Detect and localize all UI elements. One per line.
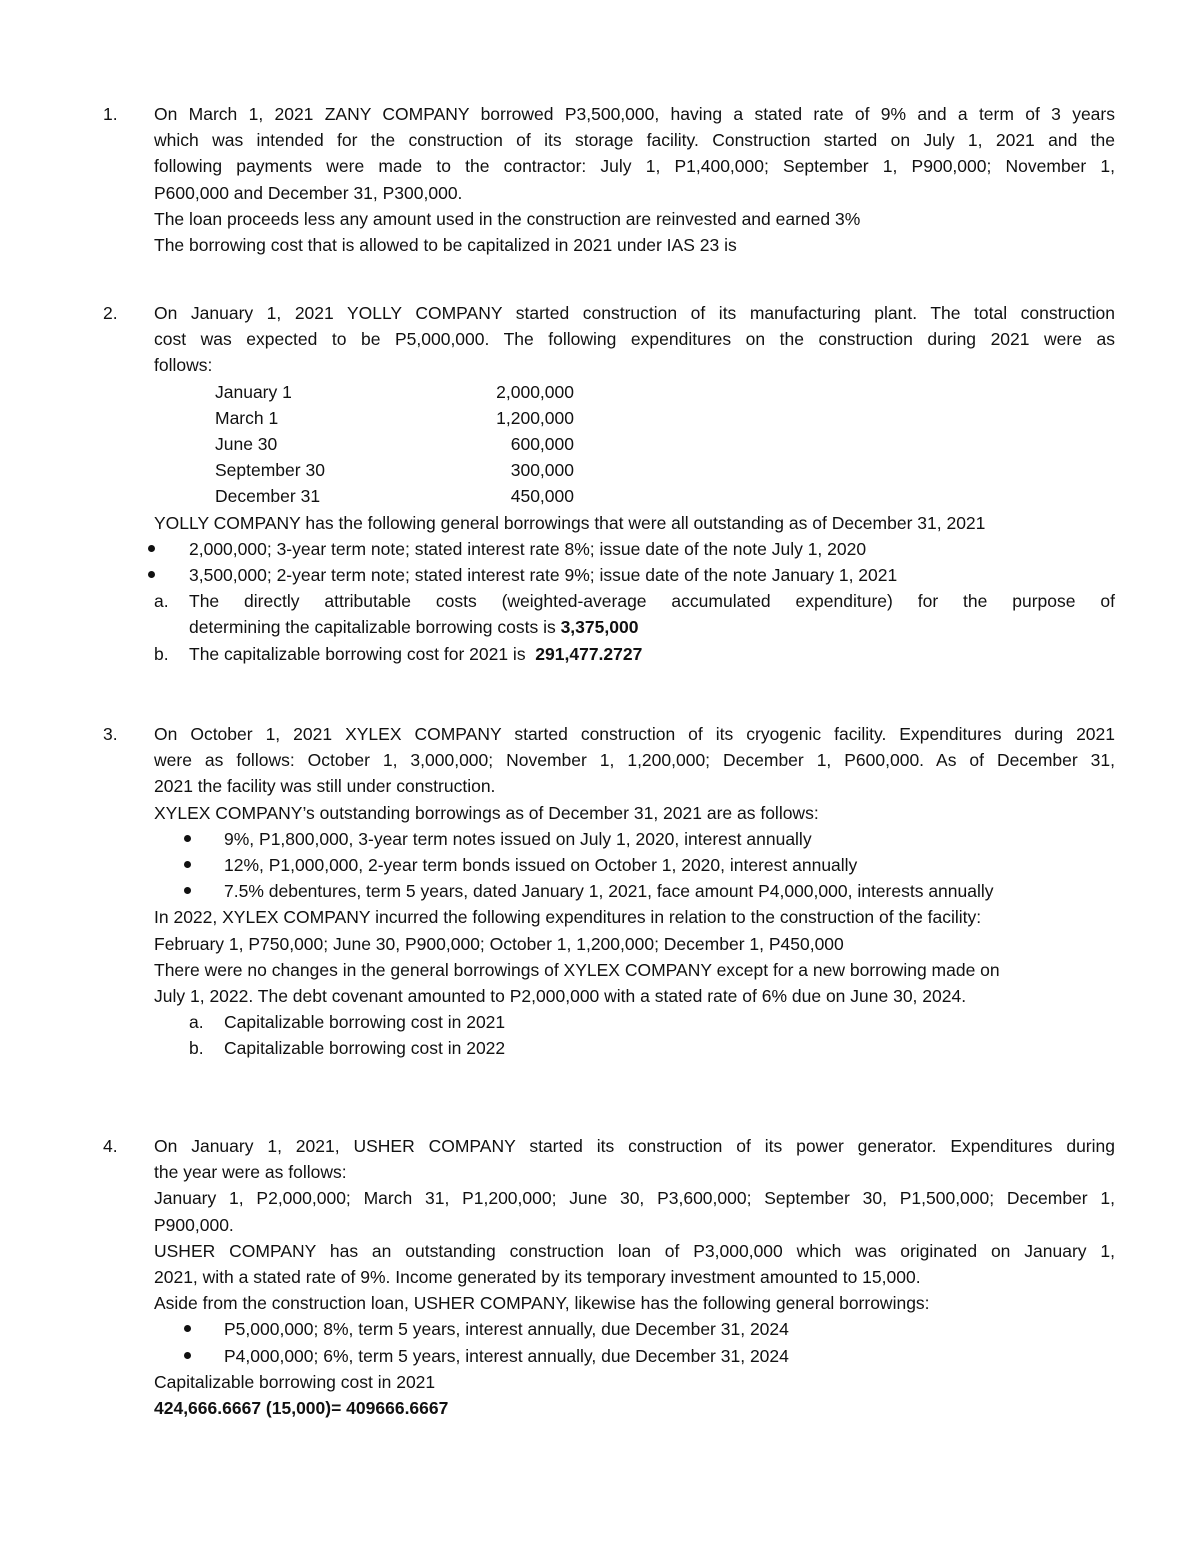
bullet-text: P4,000,000; 6%, term 5 years, interest annually, due December 31, 2024 [224,1345,789,1366]
part-text: The capitalizable borrowing cost for 2021 is [189,643,536,664]
expenditure-row [154,457,1115,483]
bullet-icon [148,545,155,552]
question-answer: 424,666.6667 (15,000)= 409666.6667 [154,1398,449,1418]
question-text-line: Aside from the construction loan, USHER COMPANY, likewise has the following general borrowings: [154,1293,930,1314]
question-text-line: On October 1, 2021 XYLEX COMPANY started construction of its cryogenic facility. Expenditures during 2021 [154,724,1115,744]
part-answer: 291,477.2727 [535,643,643,664]
part-text-line [189,614,1115,640]
expenditure-amount: 2,000,000 [496,381,574,402]
expenditure-table [154,379,1115,510]
bullet-text: 3,500,000; 2-year term note; stated interest rate 9%; issue date of the note January 1, 2021 [189,564,898,585]
bullet-item [154,536,1115,562]
expenditure-amount: 300,000 [510,460,574,481]
part-letter: b. [189,1038,204,1059]
bullet-text: P5,000,000; 8%, term 5 years, interest annually, due December 31, 2024 [224,1319,789,1340]
bullet-item [154,826,1115,852]
bullet-item [154,562,1115,588]
bullet-icon [184,1352,191,1359]
question-body [154,101,1115,258]
bullet-text: 9%, P1,800,000, 3-year term notes issued on July 1, 2020, interest annually [224,828,812,849]
bullet-icon [184,887,191,894]
question-body [154,721,1115,1062]
question-text-line: January 1, P2,000,000; March 31, P1,200,000; June 30, P3,600,000; September 30, P1,500,000; December 1, [154,1188,1115,1209]
question-text-line: P900,000. [154,1214,234,1235]
part-text-line: The directly attributable costs (weighted-average accumulated expenditure) for the purpose of [189,591,1115,612]
bullet-icon [184,835,191,842]
question-text-line: which was intended for the construction of its storage facility. Construction started on July 1, 2021 and the [154,130,1115,151]
bullet-icon [184,1325,191,1332]
bullet-item [154,852,1115,878]
question-text-line: The borrowing cost that is allowed to be capitalized in 2021 under IAS 23 is [154,235,737,256]
question-text-line: In 2022, XYLEX COMPANY incurred the following expenditures in relation to the construction of the facility: [154,907,982,928]
question-text-line: P600,000 and December 31, P300,000. [154,182,463,203]
borrowings-intro: XYLEX COMPANY’s outstanding borrowings as of December 31, 2021 are as follows: [154,802,819,823]
question-number: 4. [103,1136,118,1156]
question-text-line: The loan proceeds less any amount used in the construction are reinvested and earned 3% [154,208,861,229]
expenditure-date: June 30 [215,433,278,454]
bullet-text: 7.5% debentures, term 5 years, dated January 1, 2021, face amount P4,000,000, interests annually [224,881,994,902]
bullet-icon [148,571,155,578]
expenditure-amount: 450,000 [510,486,574,507]
question-text-line: February 1, P750,000; June 30, P900,000; October 1, 1,200,000; December 1, P450,000 [154,933,844,954]
question-number: 2. [103,303,118,323]
question-body [154,300,1115,667]
question-text-line: the year were as follows: [154,1162,347,1183]
question-body [154,1133,1115,1421]
part-a [154,588,1115,640]
expenditure-row [154,483,1115,509]
part-b [154,641,1115,667]
question-text-line: were as follows: October 1, 3,000,000; November 1, 1,200,000; December 1, P600,000. As of December 31, [154,750,1115,771]
part-text: Capitalizable borrowing cost in 2021 [224,1012,506,1033]
bullet-icon [184,861,191,868]
bullet-item [154,1316,1115,1342]
expenditure-row [154,405,1115,431]
part-b [189,1035,1115,1061]
expenditure-amount: 600,000 [510,433,574,454]
question-text-line: There were no changes in the general borrowings of XYLEX COMPANY except for a new borrowing made on [154,959,1000,980]
expenditure-date: January 1 [215,381,292,402]
expenditure-date: December 31 [215,486,321,507]
expenditure-row [154,431,1115,457]
question-prompt: Capitalizable borrowing cost in 2021 [154,1371,436,1392]
borrowings-intro: YOLLY COMPANY has the following general borrowings that were all outstanding as of December 31, 2021 [154,512,986,533]
part-letter: a. [189,1012,204,1033]
part-letter: a. [154,591,169,612]
question-number: 3. [103,724,118,744]
question-number: 1. [103,104,118,124]
expenditure-date: September 30 [215,460,325,481]
part-answer: 3,375,000 [560,617,639,638]
bullet-item [154,878,1115,904]
part-text-line [189,641,1115,667]
question-text-line: USHER COMPANY has an outstanding construction loan of P3,000,000 which was originated on January 1, [154,1240,1115,1261]
part-text: determining the capitalizable borrowing costs is [189,617,561,638]
question-text-line: cost was expected to be P5,000,000. The following expenditures on the construction during 2021 were as [154,329,1115,350]
part-a [189,1009,1115,1035]
part-text: Capitalizable borrowing cost in 2022 [224,1038,506,1059]
question-text-line: On January 1, 2021, USHER COMPANY started its construction of its power generator. Expenditures during [154,1136,1115,1156]
expenditure-row [154,379,1115,405]
question-text-line: 2021, with a stated rate of 9%. Income generated by its temporary investment amounted to 15,000. [154,1267,921,1288]
question-text-line: July 1, 2022. The debt covenant amounted to P2,000,000 with a stated rate of 6% due on June 30, 2024. [154,985,967,1006]
question-text-line: On March 1, 2021 ZANY COMPANY borrowed P3,500,000, having a stated rate of 9% and a term of 3 years [154,104,1115,124]
expenditure-date: March 1 [215,407,279,428]
bullet-text: 2,000,000; 3-year term note; stated interest rate 8%; issue date of the note July 1, 2020 [189,538,867,559]
part-letter: b. [154,643,169,664]
bullet-text: 12%, P1,000,000, 2-year term bonds issued on October 1, 2020, interest annually [224,855,858,875]
bullet-item [154,1343,1115,1369]
question-text-line: following payments were made to the contractor: July 1, P1,400,000; September 1, P900,000; November 1, [154,156,1115,177]
expenditure-amount: 1,200,000 [496,407,574,428]
question-text-line: follows: [154,355,213,376]
question-text-line: On January 1, 2021 YOLLY COMPANY started construction of its manufacturing plant. The total construction [154,303,1115,323]
question-text-line: 2021 the facility was still under construction. [154,776,496,797]
